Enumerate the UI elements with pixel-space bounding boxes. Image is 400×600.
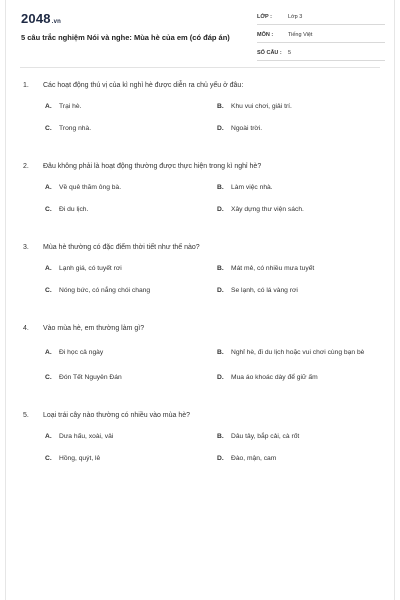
option-letter: A. [45,264,52,272]
option-text: Mát mẻ, có nhiều mưa tuyết [231,264,315,272]
question-stem [6,78,394,92]
option-list [6,179,394,223]
site-logo[interactable] [21,11,61,26]
option-b[interactable] [217,260,389,276]
option-d[interactable] [217,282,389,298]
option-text: Dâu tây, bắp cải, cà rốt [231,432,300,440]
question-3 [6,240,394,304]
option-text: Về quê thăm ông bà. [59,183,122,191]
question-number: 2. [23,162,29,170]
option-a[interactable] [45,428,217,444]
option-a[interactable] [45,179,217,195]
option-text: Trong nhà. [59,124,92,132]
option-text: Nghỉ hè, đi du lịch hoặc vui chơi cùng bạn bè [231,348,365,356]
option-text: Lạnh giá, có tuyết rơi [59,264,122,272]
option-text: Đón Tết Nguyên Đán [59,373,122,381]
option-d[interactable] [217,201,389,217]
header-divider [20,67,380,68]
option-c[interactable] [45,450,217,466]
meta-label: LỚP : [257,14,272,20]
option-d[interactable] [217,369,389,385]
option-letter: C. [45,454,52,462]
question-stem [6,408,394,422]
option-text: Dưa hấu, xoài, vải [59,432,114,440]
option-d[interactable] [217,450,389,466]
option-b[interactable] [217,179,389,195]
meta-row-subject [257,28,385,43]
meta-value: 5 [288,50,292,56]
option-letter: D. [217,454,224,462]
option-text: Đào, mận, cam [231,454,277,462]
meta-value: Lớp 3 [288,14,303,20]
worksheet-page [5,0,395,600]
question-5 [6,408,394,472]
question-2 [6,159,394,223]
option-list [6,98,394,142]
question-stem [6,321,394,335]
option-text: Nóng bức, có nắng chói chang [59,286,151,294]
question-text: Vào mùa hè, em thường làm gì? [43,324,145,332]
option-text: Đi học cả ngày [59,348,104,356]
question-text: Loại trái cây nào thường có nhiều vào mùa hè? [43,411,191,419]
meta-label: SỐ CÂU : [257,50,282,56]
option-letter: C. [45,373,52,381]
option-text: Hồng, quýt, lê [59,454,101,462]
question-text: Đâu không phải là hoạt động thường được thực hiện trong kì nghỉ hè? [43,162,262,170]
option-a[interactable] [45,98,217,114]
option-letter: C. [45,205,52,213]
logo-suffix: .vn [51,19,62,25]
meta-label: MÔN : [257,32,274,38]
question-number: 4. [23,324,29,332]
question-text: Các hoạt động thú vị của kì nghỉ hè được diễn ra chủ yếu ở đâu: [43,81,244,89]
option-b[interactable] [217,98,389,114]
option-a[interactable] [45,260,217,276]
option-letter: C. [45,286,52,294]
option-letter: A. [45,432,52,440]
question-1 [6,78,394,142]
option-c[interactable] [45,201,217,217]
option-d[interactable] [217,120,389,136]
option-letter: D. [217,205,224,213]
option-b[interactable] [217,341,389,363]
option-text: Ngoài trời. [231,124,263,132]
option-text: Làm việc nhà. [231,183,273,191]
option-text: Mua áo khoác dày để giữ ấm [231,373,318,381]
question-number: 1. [23,81,29,89]
meta-row-grade [257,10,385,25]
question-4 [6,321,394,391]
question-stem [6,159,394,173]
logo-main: 2048 [21,11,51,26]
meta-info-box [257,10,385,64]
option-letter: B. [217,348,224,356]
question-number: 5. [23,411,29,419]
option-letter: C. [45,124,52,132]
option-letter: B. [217,432,224,440]
meta-row-question-count [257,46,385,61]
option-list [6,260,394,304]
option-text: Đi du lịch. [59,205,89,213]
question-stem [6,240,394,254]
option-letter: A. [45,183,52,191]
option-c[interactable] [45,120,217,136]
option-letter: B. [217,264,224,272]
option-letter: A. [45,102,52,110]
option-list [6,428,394,472]
option-letter: B. [217,183,224,191]
question-text: Mùa hè thường có đặc điểm thời tiết như thế nào? [43,243,200,251]
option-a[interactable] [45,341,217,363]
option-c[interactable] [45,369,217,385]
option-letter: D. [217,286,224,294]
meta-value: Tiếng Việt [288,32,313,38]
document-title: 5 câu trắc nghiệm Nói và nghe: Mùa hè của em (có đáp án) [21,33,230,42]
option-b[interactable] [217,428,389,444]
option-letter: A. [45,348,52,356]
worksheet-header [6,0,394,66]
option-letter: D. [217,124,224,132]
option-text: Xây dựng thư viện sách. [231,205,304,213]
option-text: Trại hè. [59,102,82,110]
option-letter: D. [217,373,224,381]
question-list [6,78,394,489]
option-c[interactable] [45,282,217,298]
option-list [6,341,394,391]
option-text: Khu vui chơi, giải trí. [231,102,292,110]
option-letter: B. [217,102,224,110]
option-text: Se lạnh, có lá vàng rơi [231,286,298,294]
question-number: 3. [23,243,29,251]
